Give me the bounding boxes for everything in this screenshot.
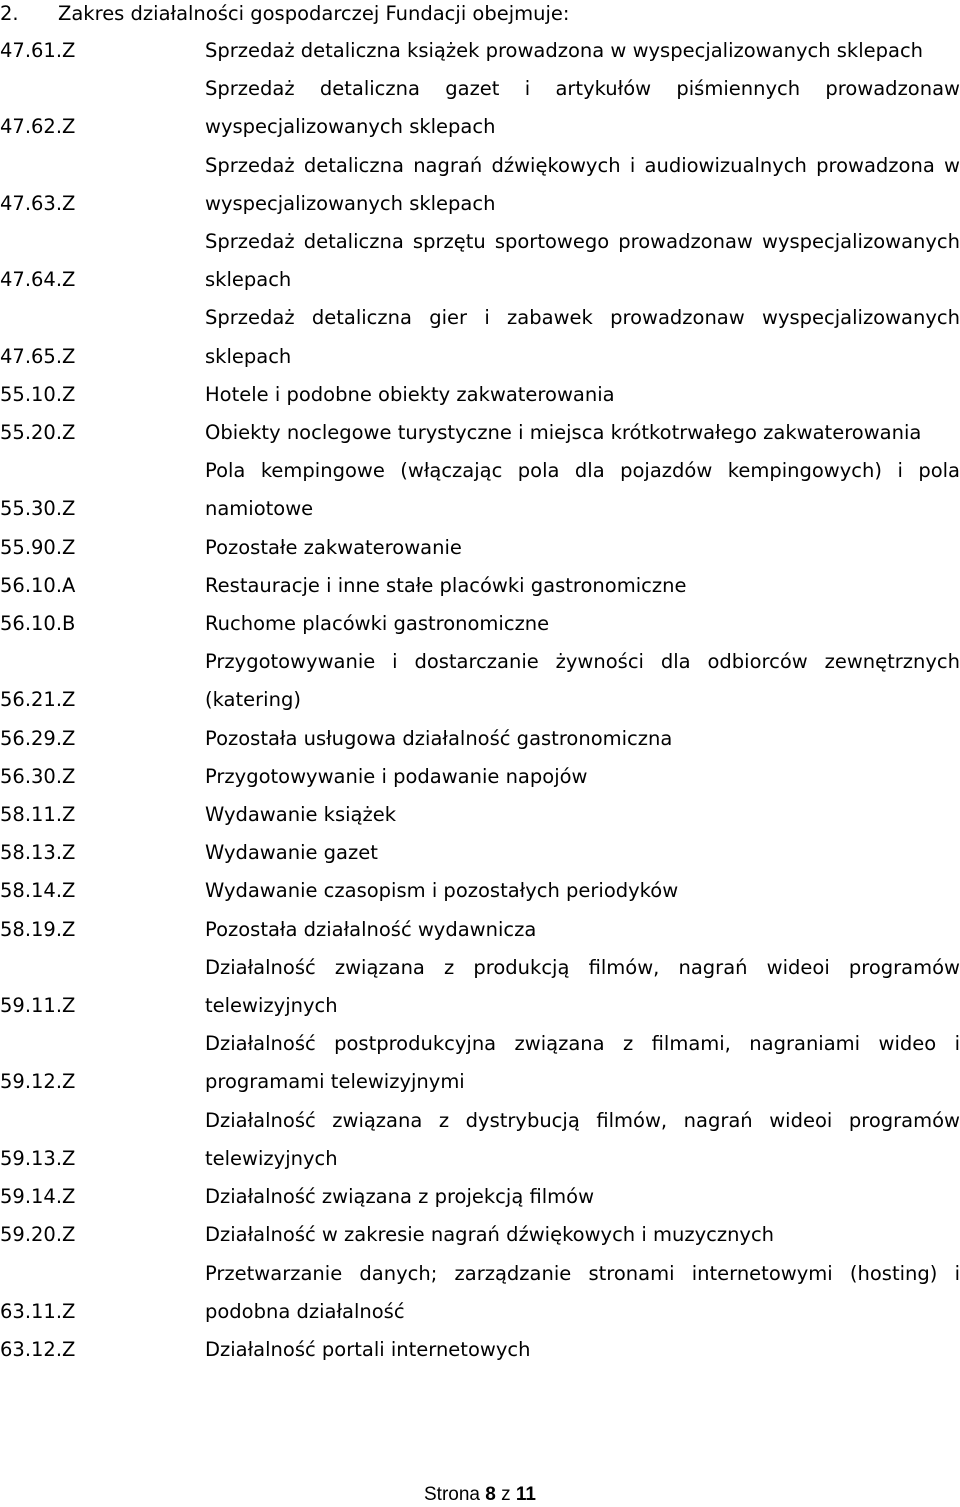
activity-description: Wydawanie czasopism i pozostałych periodyków bbox=[205, 879, 679, 903]
activity-description: Działalność portali internetowych bbox=[205, 1337, 531, 1361]
activity-row bbox=[0, 911, 960, 949]
activity-description: Sprzedaż detaliczna gazet i artykułów piśmiennych prowadzonaw wyspecjalizowanych sklepach bbox=[205, 77, 960, 139]
activity-description: Przygotowywanie i podawanie napojów bbox=[205, 764, 588, 788]
pkd-code: 56.10.A bbox=[0, 573, 76, 597]
activity-description: Działalność postprodukcyjna związana z filmami, nagraniami wideo i programami telewizyjnymi bbox=[205, 1032, 960, 1094]
activity-row bbox=[0, 529, 960, 567]
pkd-code: 47.62.Z bbox=[0, 115, 76, 139]
activity-row bbox=[0, 872, 960, 910]
activity-row bbox=[0, 299, 960, 375]
activity-row bbox=[0, 1216, 960, 1254]
pkd-code: 58.14.Z bbox=[0, 879, 76, 903]
activity-description: Przygotowywanie i dostarczanie żywności dla odbiorców zewnętrznych (katering) bbox=[205, 650, 960, 712]
activity-description: Pozostałe zakwaterowanie bbox=[205, 535, 462, 559]
activity-description: Ruchome placówki gastronomiczne bbox=[205, 612, 550, 636]
pkd-code: 55.20.Z bbox=[0, 421, 76, 445]
total-pages-number: 11 bbox=[515, 1484, 536, 1505]
activity-row bbox=[0, 949, 960, 1025]
pkd-code: 59.12.Z bbox=[0, 1070, 76, 1094]
activity-row bbox=[0, 1255, 960, 1331]
activity-row bbox=[0, 1025, 960, 1101]
pkd-code: 63.11.Z bbox=[0, 1299, 76, 1323]
activity-description: Pozostała usługowa działalność gastronomiczna bbox=[205, 726, 673, 750]
pkd-code: 56.29.Z bbox=[0, 726, 76, 750]
activity-description: Pola kempingowe (włączając pola dla pojazdów kempingowych) i pola namiotowe bbox=[205, 459, 960, 521]
activity-row bbox=[0, 720, 960, 758]
pkd-code: 58.19.Z bbox=[0, 917, 76, 941]
activity-row bbox=[0, 758, 960, 796]
pkd-code: 59.20.Z bbox=[0, 1223, 76, 1247]
activity-row bbox=[0, 567, 960, 605]
activity-description: Wydawanie książek bbox=[205, 803, 397, 827]
activity-row bbox=[0, 70, 960, 146]
pkd-code: 56.10.B bbox=[0, 612, 76, 636]
activity-row bbox=[0, 223, 960, 299]
activity-row bbox=[0, 414, 960, 452]
activity-row bbox=[0, 796, 960, 834]
section-title: Zakres działalności gospodarczej Fundacji obejmuje: bbox=[58, 2, 570, 25]
activity-description: Działalność związana z projekcją filmów bbox=[205, 1185, 595, 1209]
pkd-code: 56.21.Z bbox=[0, 688, 76, 712]
activity-description: Sprzedaż detaliczna sprzętu sportowego prowadzonaw wyspecjalizowanych sklepach bbox=[205, 230, 960, 292]
activity-row bbox=[0, 147, 960, 223]
activity-description: Działalność w zakresie nagrań dźwiękowych i muzycznych bbox=[205, 1223, 775, 1247]
activity-description: Wydawanie gazet bbox=[205, 841, 378, 865]
pkd-code: 55.30.Z bbox=[0, 497, 76, 521]
activity-description: Restauracje i inne stałe placówki gastronomiczne bbox=[205, 573, 687, 597]
activity-description: Działalność związana z dystrybucją filmów, nagrań wideoi programów telewizyjnych bbox=[205, 1108, 960, 1170]
pkd-code: 58.13.Z bbox=[0, 841, 76, 865]
activity-row bbox=[0, 1331, 960, 1369]
pkd-code: 59.13.Z bbox=[0, 1146, 76, 1170]
activity-row bbox=[0, 643, 960, 719]
activity-description: Obiekty noclegowe turystyczne i miejsca krótkotrwałego zakwaterowania bbox=[205, 421, 922, 445]
activity-description: Pozostała działalność wydawnicza bbox=[205, 917, 537, 941]
activity-row bbox=[0, 1178, 960, 1216]
pkd-code: 47.61.Z bbox=[0, 39, 76, 62]
pkd-code: 47.63.Z bbox=[0, 191, 76, 215]
activity-row bbox=[0, 605, 960, 643]
activity-row bbox=[0, 32, 960, 70]
pkd-code: 59.14.Z bbox=[0, 1185, 76, 1209]
pkd-code: 63.12.Z bbox=[0, 1337, 76, 1361]
page-separator: z bbox=[501, 1484, 511, 1505]
section-heading bbox=[0, 1, 570, 27]
pkd-code: 55.10.Z bbox=[0, 382, 76, 406]
pkd-code: 47.64.Z bbox=[0, 268, 76, 292]
page-footer bbox=[0, 1483, 960, 1507]
activity-description: Hotele i podobne obiekty zakwaterowania bbox=[205, 382, 615, 406]
activity-description: Przetwarzanie danych; zarządzanie stronami internetowymi (hosting) i podobna działalność bbox=[205, 1261, 960, 1323]
activity-description: Sprzedaż detaliczna gier i zabawek prowadzonaw wyspecjalizowanych sklepach bbox=[205, 306, 960, 368]
page-label: Strona bbox=[424, 1484, 480, 1505]
activity-description: Sprzedaż detaliczna książek prowadzona w wyspecjalizowanych sklepach bbox=[205, 39, 924, 62]
pkd-code: 47.65.Z bbox=[0, 344, 76, 368]
activity-description: Działalność związana z produkcją filmów, nagrań wideoi programów telewizyjnych bbox=[205, 955, 960, 1018]
activity-row bbox=[0, 452, 960, 528]
section-number: 2. bbox=[0, 2, 19, 25]
pkd-code: 58.11.Z bbox=[0, 803, 76, 827]
current-page-number: 8 bbox=[485, 1484, 496, 1505]
activity-row bbox=[0, 1102, 960, 1178]
pkd-code: 59.11.Z bbox=[0, 994, 76, 1018]
activity-row bbox=[0, 834, 960, 872]
pkd-code: 56.30.Z bbox=[0, 764, 76, 788]
pkd-code: 55.90.Z bbox=[0, 535, 76, 559]
activity-list bbox=[0, 32, 960, 1369]
activity-row bbox=[0, 376, 960, 414]
activity-description: Sprzedaż detaliczna nagrań dźwiękowych i audiowizualnych prowadzona w wyspecjalizowanych sklepach bbox=[205, 153, 960, 215]
